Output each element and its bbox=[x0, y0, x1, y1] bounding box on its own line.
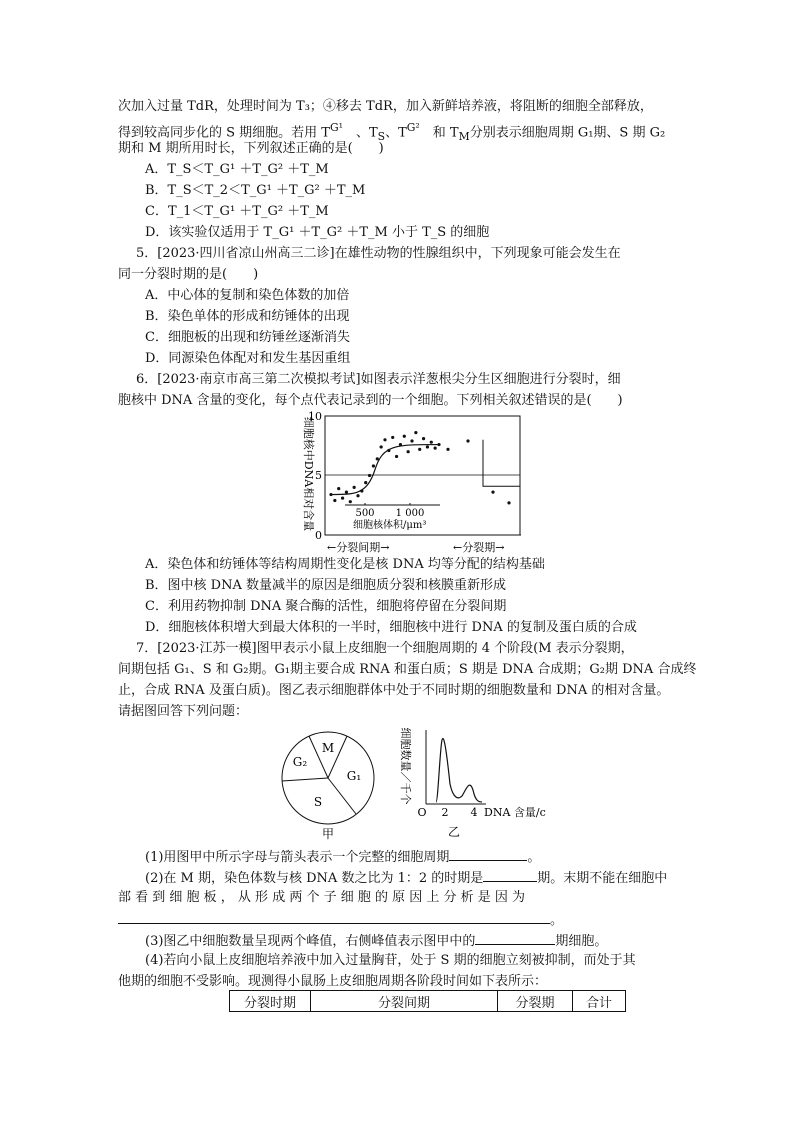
q7-stem-line2: 间期包括 G₁、S 和 G₂期。G₁期主要合成 RNA 和蛋白质；S 期是 DNA 合成期；G₂期 DNA 合成终 bbox=[118, 662, 697, 677]
chart-point-interphase bbox=[353, 486, 356, 489]
cycle-time-table bbox=[229, 990, 626, 1012]
q5-option-b: B．染色单体的形成和纺锤体的出现 bbox=[145, 309, 350, 324]
fig-yi-xtick-4: 4 bbox=[470, 806, 478, 819]
chart-ylabel: 细胞核中DNA相对含量 bbox=[302, 416, 315, 532]
pie-label-m: M bbox=[321, 741, 335, 755]
chart-point-interphase bbox=[349, 500, 352, 503]
fig-yi-graph bbox=[388, 726, 546, 840]
fig-jia-pie bbox=[278, 728, 380, 840]
chart-point-interphase bbox=[376, 457, 379, 460]
q6-option-a: A．染色体和纺锤体等结构周期性变化是核 DNA 均等分配的结构基础 bbox=[145, 557, 545, 572]
q7-stem-line4: 请据图回答下列问题： bbox=[118, 704, 249, 719]
table-header-total: 合计 bbox=[573, 991, 626, 1012]
fig-yi-curve bbox=[436, 738, 482, 802]
q7-sub2-line1: (2)在 M 期，染色体数与核 DNA 数之比为 1：2 的时期是 期。末期不能在细胞中 bbox=[145, 868, 667, 888]
chart-ytick-0: 0 bbox=[315, 529, 322, 542]
q7-sub4-line2: 他期的细胞不受影响。现测得小鼠肠上皮细胞周期各阶段时间如下表所示： bbox=[118, 974, 548, 989]
chart-point-interphase bbox=[372, 464, 375, 467]
answer-blank-2[interactable] bbox=[483, 868, 537, 882]
chart-point-interphase bbox=[403, 435, 406, 438]
table-header-phase: 分裂时期 bbox=[230, 991, 311, 1012]
table-header-row bbox=[230, 991, 626, 1012]
chart-mitosis-label: ←分裂期→ bbox=[453, 541, 505, 554]
q4-option-a: A．T_S＜T_G¹ ＋T_G² ＋T_M bbox=[145, 162, 329, 177]
chart-point-interphase bbox=[399, 443, 402, 446]
pie-label-g1: G₁ bbox=[346, 769, 362, 783]
chart-point-interphase bbox=[383, 438, 386, 441]
chart-point-interphase bbox=[368, 474, 371, 477]
q5-option-d: D．同源染色体配对和发生基因重组 bbox=[145, 351, 351, 366]
dna-content-chart bbox=[285, 408, 525, 556]
chart-point-interphase bbox=[360, 489, 363, 492]
chart-point-interphase bbox=[333, 499, 336, 502]
answer-blank-1[interactable] bbox=[449, 847, 527, 861]
chart-point-interphase bbox=[341, 497, 344, 500]
q7-sub4-line1: (4)若向小鼠上皮细胞培养液中加入过量胸苷，处于 S 期的细胞立刻被抑制，而处于其 bbox=[145, 953, 636, 968]
q5-stem-line2: 同一分裂时期的是( ) bbox=[118, 267, 259, 282]
q7-stem-line1: 7．[2023·江苏一模]图甲表示小鼠上皮细胞一个细胞周期的 4 个阶段(M 表示分裂期， bbox=[136, 641, 634, 656]
q4-option-c: C．T_1＜T_G¹ ＋T_G² ＋T_M bbox=[145, 204, 329, 219]
q6-stem-line2: 胞核中 DNA 含量的变化，每个点代表记录到的一个细胞。下列相关叙述错误的是( ) bbox=[118, 393, 623, 408]
chart-point-interphase bbox=[356, 494, 359, 497]
q5-option-c: C．细胞板的出现和纺锤丝逐渐消失 bbox=[145, 330, 350, 345]
chart-point-interphase bbox=[345, 491, 348, 494]
chart-point-interphase bbox=[391, 436, 394, 439]
chart-point-interphase bbox=[437, 443, 440, 446]
chart-xtick-500: 500 bbox=[355, 508, 375, 519]
pie-label-s: S bbox=[313, 795, 323, 809]
chart-point-mitosis bbox=[491, 491, 494, 494]
chart-point-interphase bbox=[395, 455, 398, 458]
chart-point-interphase bbox=[407, 450, 410, 453]
fig-jia-label: 甲 bbox=[321, 827, 335, 841]
fig-yi-label: 乙 bbox=[447, 825, 461, 839]
chart-point-interphase bbox=[418, 448, 421, 451]
q7-sub2-line2: 部 看 到 细 胞 板 ， 从 形 成 两 个 子 细 胞 的 原 因 上 分 析 是 因 为 bbox=[118, 890, 526, 905]
answer-blank-3[interactable] bbox=[118, 910, 550, 924]
chart-point-mitosis bbox=[446, 448, 449, 451]
q7-sub1: (1)用图甲中所示字母与箭头表示一个完整的细胞周期 。 bbox=[145, 847, 540, 867]
q6-option-c: C．利用药物抑制 DNA 聚合酶的活性，细胞将停留在分裂间期 bbox=[145, 599, 507, 614]
answer-blank-4[interactable] bbox=[475, 931, 555, 945]
pie-label-g2: G₂ bbox=[292, 755, 308, 769]
chart-point-mitosis bbox=[507, 501, 510, 504]
chart-point-interphase bbox=[414, 431, 417, 434]
q6-option-b: B．图中核 DNA 数量减半的原因是细胞质分裂和核膜重新形成 bbox=[145, 578, 507, 593]
fig-yi-origin: O bbox=[417, 806, 427, 819]
chart-point-interphase bbox=[364, 481, 367, 484]
q5-option-a: A．中心体的复制和染色体数的加倍 bbox=[145, 288, 350, 303]
chart-xtick-1000: 1 000 bbox=[395, 508, 425, 519]
q6-option-d: D．细胞核体积增大到最大体积的一半时，细胞核中进行 DNA 的复制及蛋白质的合成 bbox=[145, 620, 637, 635]
chart-point-interphase bbox=[434, 447, 437, 450]
chart-point-interphase bbox=[426, 445, 429, 448]
q4-line1: 次加入过量 TdR，处理时间为 T₃；④移去 TdR，加入新鲜培养液，将阻断的细胞全部释放， bbox=[118, 99, 653, 114]
chart-sigmoid-curve bbox=[331, 445, 439, 495]
chart-point-interphase bbox=[430, 441, 433, 444]
q4-option-d: D．该实验仅适用于 T_G¹ ＋T_G² ＋T_M 小于 T_S 的细胞 bbox=[145, 225, 490, 240]
chart-ytick-10: 10 bbox=[308, 410, 322, 423]
fig-yi-xlabel: DNA 含量/c bbox=[484, 806, 546, 819]
q7-stem-line3: 止，合成 RNA 及蛋白质)。图乙表示细胞群体中处于不同时期的细胞数量和 DNA 的相对含量。 bbox=[118, 683, 670, 698]
chart-xlabel: 细胞核体积/μm³ bbox=[353, 520, 427, 531]
chart-point-interphase bbox=[329, 493, 332, 496]
table-header-interphase: 分裂间期 bbox=[311, 991, 498, 1012]
table-header-mitosis: 分裂期 bbox=[498, 991, 573, 1012]
q4-line2: 得到较高同步化的 S 期细胞。若用 $T^{G^1}$ 、$T_S$、$T^{G^2}$ 和 $T_M$分别表示细胞周期 G₁期、S 期 G₂ bbox=[118, 121, 666, 143]
chart-mitosis-steps bbox=[483, 440, 520, 486]
q4-option-b: B．T_S＜T_2＜T_G¹ ＋T_G² ＋T_M bbox=[145, 183, 366, 198]
chart-point-interphase bbox=[380, 445, 383, 448]
chart-point-interphase bbox=[337, 487, 340, 490]
q4-line3: 期和 M 期所用时长，下列叙述正确的是( ) bbox=[118, 141, 384, 156]
fig-yi-ylabel: 细胞数量／千个 bbox=[399, 727, 412, 805]
chart-point-interphase bbox=[410, 439, 413, 442]
q6-stem-line1: 6．[2023·南京市高三第二次模拟考试]如图表示洋葱根尖分生区细胞进行分裂时，细 bbox=[136, 372, 621, 387]
chart-interphase-label: ←分裂间期→ bbox=[327, 541, 390, 554]
chart-point-interphase bbox=[387, 449, 390, 452]
q7-sub3: (3)图乙中细胞数量呈现两个峰值，右侧峰值表示图甲中的 期细胞。 bbox=[145, 931, 607, 951]
chart-point-interphase bbox=[422, 437, 425, 440]
q7-sub2-line3: 。 bbox=[118, 910, 563, 930]
chart-point-mitosis bbox=[466, 439, 469, 442]
chart-ytick-5: 5 bbox=[315, 469, 322, 482]
fig-yi-xtick-2: 2 bbox=[441, 806, 449, 819]
q5-stem-line1: 5．[2023·四川省凉山州高三二诊]在雄性动物的性腺组织中，下列现象可能会发生在 bbox=[136, 246, 621, 261]
